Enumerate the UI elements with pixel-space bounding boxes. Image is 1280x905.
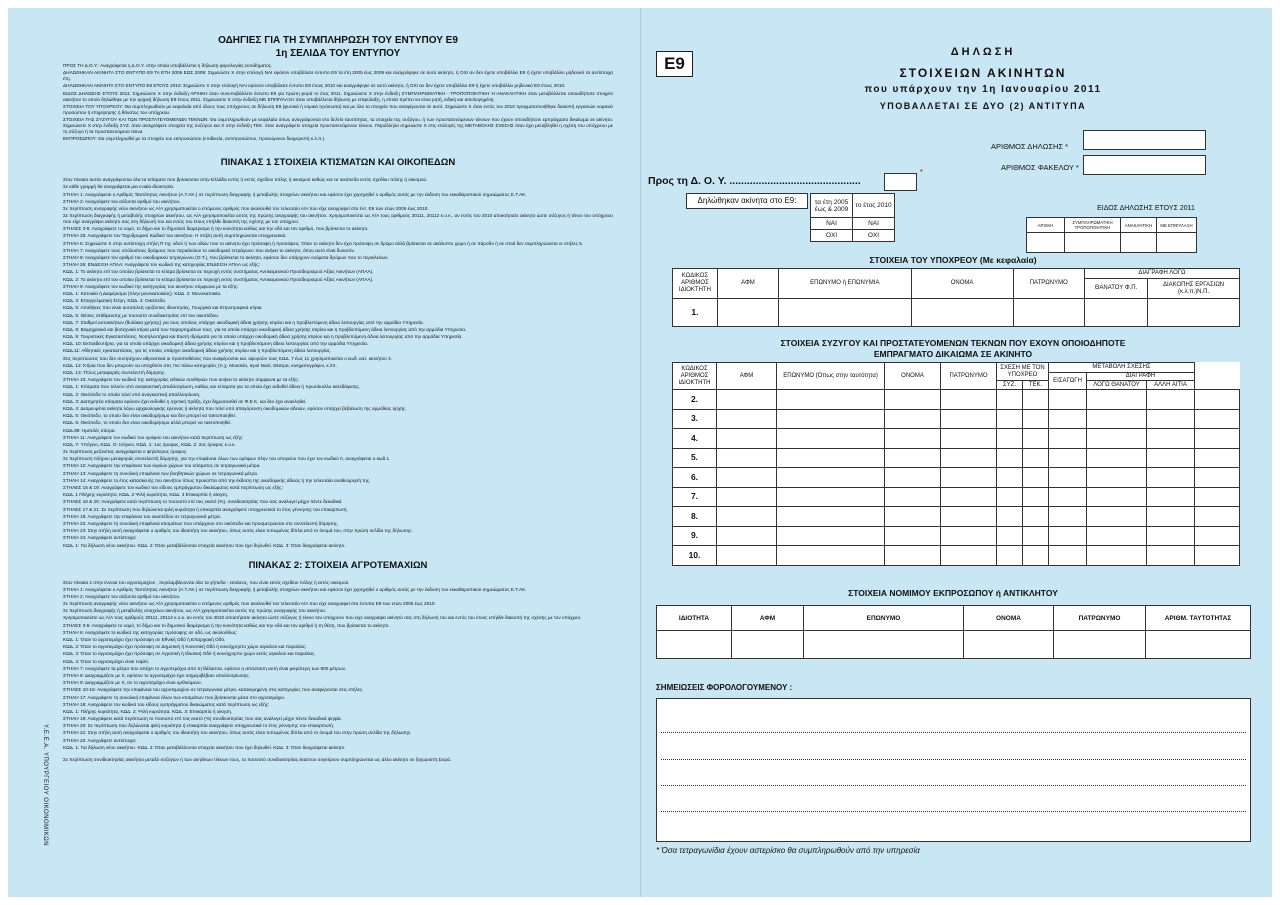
no-2005-2009-checkbox[interactable]: ΟΧΙ	[811, 230, 853, 242]
table-row	[673, 409, 1240, 429]
spouse-cell[interactable]	[717, 468, 777, 488]
instruction-line: ΣΤΗΛΗ 1: Αναγράφεται ο Αριθμός Ταυτότητας Ακινήτου (Α.Τ.ΑΚ.) σε περίπτωση διαγραφής ή μεταβολής στοιχείων ακινήτου και εφόσον έχει χορηγηθεί ο αριθμός αυτός με την έκδοση του εκκαθαριστικού σημειώματος Ε.Τ.ΑΚ.	[63, 191, 527, 197]
instruction-line: ΚΩΔ. 6: Θέσεις στάθμευσης με ποσοστό συνιδιοκτησίας επί του οικοπέδου.	[63, 312, 220, 318]
spouse-cell[interactable]	[1049, 390, 1087, 410]
spouse-cell[interactable]	[941, 429, 997, 449]
instruction-line: ΕΙΔΟΣ ΔΗΛΩΣΗΣ ΕΤΟΥΣ 2011: Σημειώνετε Χ στην ένδειξη ΑΡΧΙΚΗ όταν συνυποβάλλετε έντυπο Ε9 για πρώτη φορά το έτος 2011. Σημειώνετε Χ στην ένδειξη ΣΥΜΠΛΗΡΩΜΑΤΙΚΗ - ΤΡΟΠΟΠΟΙΗΤΙΚΗ Ή ΑΝΑΚΛΗΤΙΚΗ όταν μεταβάλλεται οποιαδήποτε στοιχείο ακινήτου το οποίο δηλώθηκε με την αρχική δήλωση Ε9 έτους 2011. Σημειώνετε Χ στην ένδειξη ΜΕ ΕΠΙΦΥΛΑΞΗ όταν υποβάλλεται δήλωση με επιφύλαξη, η οποία πρέπει να είναι ρητή, ειδική και αιτιολογημένη.	[63, 90, 613, 102]
instruction-line: Σε περίπτωση αναγραφής νέου ακινήτου ως Α/Α χρησιμοποιείται ο επόμενος αριθμός που ακολουθεί τον τελευταίο Α/Α που είχε αναγραφεί στα έντυπα Ε9 των ετών 2005 έως 2010.	[63, 601, 436, 607]
instruction-line: ΣΤΗΛΗ 22: Αναγράφετε τη συνολική επιφάνεια κτισμάτων που υπάρχουν στο οικόπεδο και προσμετρώνται στο συντελεστή δόμησης.	[63, 520, 339, 526]
no-2010-checkbox[interactable]: ΟΧΙ	[853, 230, 895, 242]
rep-col-id: ΑΡΙΘΜ. ΤΑΥΤΟΤΗΤΑΣ	[1146, 606, 1251, 631]
type-initial-checkbox[interactable]	[1027, 233, 1065, 253]
spouse-cell[interactable]	[1023, 429, 1049, 449]
notes-line	[661, 759, 1246, 760]
instruction-line: ΚΩΔ. 1: Το ακίνητο επί του οποίου βρίσκεται το κτίσμα βρίσκεται σε περιοχή εντός συστήματος Αντικειμενικού Προσδιορισμού Αξίας Ακινήτων (ΑΠΑΑ).	[63, 269, 374, 275]
spouse-cell[interactable]	[941, 526, 997, 546]
spouse-cell[interactable]	[1147, 507, 1195, 527]
spouse-cell[interactable]	[1147, 390, 1195, 410]
spouse-cell[interactable]	[717, 448, 777, 468]
instruction-line: ΣΤΗΛΗ 23: Στην στήλη αυτή αναγράφεται ο αριθμός του ιδιοκτήτη του ακινήτου, όπως αυτός είναι τυπωμένος δίπλα από το όνομά του, στην πρώτη σελίδα της δήλωσης.	[63, 528, 413, 534]
instruction-line: ΚΩΔ. 2: Οικόπεδα το οποία τελεί υπό αναγκαστική απαλλοτρίωση.	[63, 391, 201, 397]
spouse-section-title-2: ΕΜΠΡΑΓΜΑΤΟ ΔΙΚΑΙΩΜΑ ΣΕ ΑΚΙΝΗΤΟ	[873, 349, 1033, 359]
table2-instructions	[63, 580, 613, 751]
instruction-line: ΚΩΔ. 8: Βιομηχανικά και βιοτεχνικά κτίρια μετά των παραρτημάτων τους, για τα οποία υπάρχει οικοδομική άδεια χρήσης κτιρίου και η προβλεπόμενη άδεια λειτουργίας από την αρμόδια Υπηρεσία.	[63, 326, 467, 332]
instruction-line: ΣΤΗΛΗ 1: Αναγράφεται ο Αριθμός Ταυτότητας Ακινήτου (Α.Τ.ΑΚ.) σε περίπτωση διαγραφής ή μεταβολής στοιχείων ακινήτου και εφόσον έχει χορηγηθεί ο αριθμός αυτός με την έκδοση του εκκαθαριστικού σημειώματος Ε.Τ.ΑΚ.	[63, 586, 527, 592]
instruction-line: ΚΩΔ. 1: Για δήλωση νέου ακινήτου. ΚΩΔ. 2: Όταν μεταβάλλονται στοιχεία ακινήτου που έχει δηλωθεί. ΚΩΔ. 3: Όταν διαγράφεται ακίνητο.	[63, 542, 346, 548]
notes-line	[661, 811, 1246, 812]
type-supplementary: ΣΥΜΠΛΗΡΩΜΑΤΙΚΗ ΤΡΟΠΟΠΟΙΗΤΙΚΗ	[1065, 218, 1121, 233]
spouse-cell[interactable]	[997, 448, 1023, 468]
instruction-line: ΣΤΗΛΗ 9: Αναγράφετε τον κωδικό της κατηγορίας του ακινήτου σύμφωνα με τα εξής:	[63, 283, 239, 289]
notes-box[interactable]	[656, 698, 1251, 842]
table-row	[673, 429, 1240, 449]
instruction-line: ΣΤΗΛΗ 7: Αναγράφετε τους υπόλοιπους δρόμους που περικλείουν το οικοδομικό τετράγωνο που ανήκει το ακίνητο, όπου αυτό είναι δυνατόν.	[63, 247, 356, 253]
spouse-cell[interactable]	[1049, 468, 1087, 488]
instruction-line: ΣΤΗΛΗ 14: Αναγράφετε το έτος κατασκευής του ακινήτου όπως προκύπτει από την έκδοση της οικοδομικής άδειας ή την τελευταία αναθεώρησή της.	[63, 477, 371, 483]
spouse-cell[interactable]	[1087, 507, 1147, 527]
form-title-3: που υπάρχουν την 1η Ιανουαρίου 2011	[864, 84, 1102, 95]
instruction-line: ΚΩΔ. 3: Όταν το αγροτεμάχιο έχει πρόσοψη σε Αγροτική ή Ιδιωτική Οδό ή κοινόχρηστο χώρο εκτός αιγιαλού και παραλίας.	[63, 651, 316, 657]
instruction-line: ΚΩΔ. 1: Κατοικία ή Διαμέρισμα (πλην μονοκατοικίας). ΚΩΔ. 2: Μονοκατοικία.	[63, 290, 222, 296]
taxpayer-table	[672, 268, 1240, 327]
spouse-cell[interactable]	[717, 409, 777, 429]
spouse-cell[interactable]	[885, 546, 941, 566]
table1-instructions	[63, 177, 613, 548]
instruction-line: ΣΤΟΙΧΕΙΑ ΤΗΣ ΣΥΖΥΓΟΥ ΚΑΙ ΤΩΝ ΠΡΟΣΤΑΤΕΥΟΜΕΝΩΝ ΤΕΚΝΩΝ: Θα συμπληρωθούν με κεφαλαία όπως αναγράφονται στο δελτίο ταυτότητας, τα στοιχεία της συζύγου, ή των προστατευόμενων τέκνων που έχουν οποιοδήποτε εμπράγματο δικαίωμα σε ακίνητο. Σημειώνετε Χ στην ένδειξη ΣΥΖ. όταν αναγράφετε στοιχεία της συζύγου και Χ στην ένδειξη ΤΕΚ. όταν αναγράφετε στοιχεία προστατευόμενου τέκνου. Παράλληλα σημειώστε Χ στις επιλογές της ΜΕΤΑΒΟΛΗΣ ΣΧΕΣΗΣ όταν έχει μεταβληθεί η σχέση του υπόχρεου με τη σύζυγο ή τα προστατευόμενα τέκνα.	[63, 116, 613, 134]
ministry-vertical-text: Υ.Ε.Ε.Α. ΥΠΟΥΡΓΕΙΟΥ ΟΙΚΟΝΟΜΙΚΩΝ	[42, 724, 48, 847]
instruction-line: ΣΤΗΛΕΣ 16 & 20: Αναγράφετε κατά περίπτωση το ποσοστό επί τοις εκατό (%), συνιδιοκτησίας που σας αναλογεί μέχρι πέντε δεκαδικά	[63, 499, 342, 505]
spouse-cell[interactable]	[1195, 468, 1240, 488]
form-sheet	[8, 8, 1272, 897]
instruction-line: ΣΤΗΛΗ 2: Αναγράφετε τον αύξοντα αριθμό του ακινήτου.	[63, 198, 181, 204]
file-number-field[interactable]	[1083, 155, 1206, 175]
spouse-row-number: 5.	[673, 448, 717, 468]
instruction-line: ΣΤΗΛΕΣ 17 & 21: Σε περίπτωση που δηλώνεται ψιλή κυριότητα ή επικαρπία αναγράφετε υποχρεωτικά το έτος γέννησης του επικαρπωτή.	[63, 506, 348, 512]
instruction-line: ΚΩΔ. 4: Δεσμευμένα ακίνητα λόγω αρχαιολογικής έρευνας ή ακίνητα που τελεί υπό απαγόρευση οικοδομικών αδειών, εφόσον υπάρχει βεβαίωση της αρμόδιας αρχής.	[63, 405, 407, 411]
instruction-line: ΚΩΔ. 7: Σταθμοί αυτοκινήτων (θυλάκια χρήσης) για τους οποίους υπάρχει οικοδομική άδεια χρήσης κτιρίου και η προβλεπόμενη άδεια λειτουργίας από την αρμόδια Υπηρεσία.	[63, 319, 424, 325]
instruction-line: ΣΤΗΛΗ 19: Αναγράφετε κατά περίπτωση το ποσοστό επί τοις εκατό (%) συνιδιοκτησίας που σας αναλογεί μέχρι πέντε δεκαδικά ψηφία.	[63, 716, 342, 722]
doy-asterisk: *	[920, 169, 923, 176]
table-row	[673, 390, 1240, 410]
spouse-row-number: 3.	[673, 409, 717, 429]
table1-title: ΠΙΝΑΚΑΣ 1 ΣΤΟΙΧΕΙΑ ΚΤΙΣΜΑΤΩΝ ΚΑΙ ΟΙΚΟΠΕΔΩΝ	[220, 157, 456, 169]
doy-label: Προς τη Δ. Ο. Υ. .............................................	[648, 175, 861, 187]
yes-2010-checkbox[interactable]: ΝΑΙ	[853, 218, 895, 230]
spouse-cell[interactable]	[997, 429, 1023, 449]
spouse-cell[interactable]	[777, 507, 885, 527]
spouse-col-surname: ΕΠΩΝΥΜΟ (Όπως στην ταυτότητα)	[777, 363, 885, 390]
instruction-line: ΣΤΗΛΗ 21: Στην στήλη αυτή αναγράφεται ο αριθμός του ιδιοκτήτη του ακινήτου, όπως αυτός είναι τυπωμένος δίπλα από το όνομά του στην πρώτη σελίδα της δήλωσης.	[63, 730, 412, 736]
instruction-line: ΣΤΗΛΕΣ 15 & 19: Αναγράφετε τον κωδικό του είδους εμπράγματου δικαιώματος κατά περίπτωση ως εξής:	[63, 485, 283, 490]
instruction-line: ΣΤΟΙΧΕΙΑ ΤΟΥ ΥΠΟΧΡΕΟΥ: Θα συμπληρωθούν με κεφαλαία από όλους τους υπόχρεους σε δήλωση Ε9 (φυσικά ή νομικά πρόσωπα) και με όλα τα στοιχεία που αναφέρονται σε αυτό. Σημειώστε Χ όταν εντός του 2010 πραγματοποιήθηκε διακοπή εργασιών νομικού προσώπου ή επιχείρησης ή θάνατος του υπόχρεου.	[63, 103, 613, 115]
instruction-line: ΚΩΔ. 1 Πλήρης κυριότητα, ΚΩΔ. 2 Ψιλή κυριότητα, ΚΩΔ. 3 Επικαρπία ή οίκηση.	[63, 492, 229, 498]
instruction-line: ΣΤΗΛΗ 22: Αναγράφετε αντίστοιχα:	[63, 737, 137, 743]
spouse-cell[interactable]	[885, 468, 941, 488]
spouse-col-entry: ΕΙΣΑΓΩΓΗ	[1049, 373, 1087, 390]
spouse-cell[interactable]	[1023, 526, 1049, 546]
spouse-col-spouse: ΣΥΖ.	[997, 381, 1023, 390]
instruction-line: ΣΤΗΛΗ 9: Διαγραμμίζετε με Χ, αν το αγροτεμάχιο είναι ορθιούμενο.	[63, 680, 202, 686]
instruction-line: Στις περιπτώσεις που δεν συντρέχουν αθροιστικά οι προϋποθέσεις που αναφέρονται και. αφορούν τους ΚΩΔ. 7 έως 11 χρησιμοποιείται ο κωδ. κατ. ακινήτου 3.	[63, 355, 392, 361]
rep-surname-field[interactable]	[804, 631, 964, 659]
spouse-cell[interactable]	[777, 390, 885, 410]
spouse-cell[interactable]	[885, 409, 941, 429]
taxpayer-surname-field[interactable]	[779, 299, 912, 327]
spouse-col-death: ΛΟΓΩ ΘΑΝΑΤΟΥ	[1087, 381, 1147, 390]
instruction-line: Σε περίπτωση διαγραφής ή μεταβολής στοιχείων ακινήτου, ως Α/Α χρησιμοποιείται αυτός της πρώτης αναγραφής του ακινήτου.	[63, 608, 327, 614]
spouse-cell[interactable]	[885, 526, 941, 546]
spouse-cell[interactable]	[1195, 429, 1240, 449]
instruction-line: ΣΤΗΛΕΣ 3-6: Αναγράφετε το νομό, το δήμο και το δημοτικό διαμέρισμα ή την κοινότητα καθώς και την οδό και τον αριθμό, που βρίσκεται το ακίνητο.	[63, 226, 369, 232]
instruction-line: ΚΩΔ. 1: Πλήρης κυριότητα, ΚΩΔ. 2: Ψιλή κυριότητα, ΚΩΔ. 3: Επικαρπία ή οίκηση.	[63, 708, 233, 714]
spouse-cell[interactable]	[941, 507, 997, 527]
declaration-type-label: ΕΙΔΟΣ ΔΗΛΩΣΗΣ ΕΤΟΥΣ 2011	[1097, 205, 1195, 212]
spouse-cell[interactable]	[1023, 546, 1049, 566]
spouse-cell[interactable]	[1195, 487, 1240, 507]
spouse-cell[interactable]	[717, 546, 777, 566]
spouse-cell[interactable]	[1195, 507, 1240, 527]
spouse-cell[interactable]	[1087, 409, 1147, 429]
rep-col-father: ΠΑΤΡΩΝΥΜΟ	[1054, 606, 1146, 631]
representative-section-title: ΣΤΟΙΧΕΙΑ ΝΟΜΙΜΟΥ ΕΚΠΡΟΣΩΠΟΥ ή ΑΝΤΙΚΛΗΤΟΥ	[848, 588, 1058, 598]
page-fold	[640, 8, 641, 897]
spouse-cell[interactable]	[1147, 409, 1195, 429]
table-row	[673, 448, 1240, 468]
spouse-cell[interactable]	[717, 390, 777, 410]
spouse-cell[interactable]	[997, 507, 1023, 527]
instruction-line: ΣΤΗΛΗ 25: Αναγράφετε τον Ταχυδρομικό Κώδικό του ακινήτου. Η στήλη αυτή συμπληρώνεται υποχρεωτικά.	[63, 233, 287, 239]
spouse-cell[interactable]	[1049, 429, 1087, 449]
spouse-cell[interactable]	[1023, 468, 1049, 488]
spouse-cell[interactable]	[1147, 429, 1195, 449]
taxpayer-cessation-field[interactable]	[1148, 299, 1240, 327]
spouse-cell[interactable]	[1195, 390, 1240, 410]
type-reservation-checkbox[interactable]	[1157, 233, 1197, 253]
spouse-cell[interactable]	[885, 429, 941, 449]
spouse-cell[interactable]	[717, 429, 777, 449]
spouse-cell[interactable]	[941, 487, 997, 507]
instruction-line: ΣΤΗΛΗ 11: Αναγράφετε τον κωδικό του ορόφου του ακινήτου κατά περίπτωση ως εξής:	[63, 434, 244, 440]
instruction-line: ΕΚΠΡΟΣΩΠΟΥ: Θα συμπληρωθεί με τα στοιχεία του εκπροσώπου (επιδικεία, αντιπροσώπου, προσώρινου διαχειριστή κ.λ.π.).	[63, 136, 326, 142]
spouse-col-other: ΑΛΛΗ ΑΙΤΙΑ	[1147, 381, 1195, 390]
rep-father-field[interactable]	[1054, 631, 1146, 659]
taxpayer-col-death: ΘΑΝΑΤΟΥ Φ.Π.	[1084, 279, 1147, 299]
spouse-row-number: 4.	[673, 429, 717, 449]
rep-col-name: ΟΝΟΜΑ	[964, 606, 1054, 631]
spouse-cell[interactable]	[997, 390, 1023, 410]
table-row	[673, 507, 1240, 527]
instruction-line: ΚΩΔ. 1: Κτίσματα που τελούν υπό αναγκαστική απαλλοτρίωση, καθώς και κτίσματα για τα οποία έχει εκδοθεί άδεια ή πρωτόκολλο κατεδάφισης.	[63, 384, 361, 390]
instruction-line: Στον πίνακα αυτόν αναγράφονται όλα τα κτίσματα που βρίσκονται στην Ελλάδα εντός ή εκτός σχεδίου πόλης ή οικισμού καθώς και τα οικόπεδα εντός σχεδίου πόλης ή οικισμού.	[63, 177, 428, 183]
rep-name-field[interactable]	[964, 631, 1054, 659]
instruction-line: Σε κάθε γραμμή θα αναγράφεται μια ενιαία ιδιοκτησία.	[63, 184, 175, 190]
spouse-cell[interactable]	[1087, 448, 1147, 468]
spouse-cell[interactable]	[885, 390, 941, 410]
spouse-col-father: ΠΑΤΡΩΝΥΜΟ	[941, 363, 997, 390]
spouse-cell[interactable]	[885, 448, 941, 468]
rep-capacity-field[interactable]	[657, 631, 732, 659]
instructions-title: ΟΔΗΓΙΕΣ ΓΙΑ ΤΗ ΣΥΜΠΛΗΡΩΣΗ ΤΟΥ ΕΝΤΥΠΟΥ Ε9	[218, 35, 458, 46]
type-initial: ΑΡΧΙΚΗ	[1027, 218, 1065, 233]
instruction-line: ΣΤΗΛΕΣ 3-5: Αναγράφετε το νομό, το δήμο και το δημοτικό διαμέρισμα ή την κοινότητα καθώς και την οδό και τον αριθμό ή τη θέση, που βρίσκεται το ακίνητο.	[63, 622, 390, 628]
instruction-line: ΚΩΔ. 10: Εκπαιδευτήρια, για τα οποία υπάρχει οικοδομική άδεια χρήσης κτιρίου και η προβλεπόμενη άδεια λειτουργίας από την αρμόδια Υπηρεσία.	[63, 341, 369, 347]
spouse-row-number: 8.	[673, 507, 717, 527]
table-row	[673, 526, 1240, 546]
spouse-cell[interactable]	[1087, 487, 1147, 507]
instruction-line: ΣΤΗΛΗ 12: Αναγράφετε την επιφάνεια των κυρίων χώρων του κτίσματος σε τετραγωνικά μέτρα.	[63, 463, 261, 469]
instruction-line: ΚΩΔ. 13: Τίτλος μεταφοράς συντελεστή δόμησης.	[63, 370, 166, 375]
instruction-line: ΚΩΔ. 6: Οικόπεδο, το οποίο δεν είναι οικοδομήσιμο αλλά μπορεί να τακτοποιηθεί.	[63, 420, 232, 426]
instruction-line: ΔΗΛΩΘΗΚΑΝ ΑΚΙΝΗΤΑ ΣΤΟ ΕΝΤΥΠΟ Ε9 ΕΤΟΥΣ 2010: Σημειώστε Χ στην επιλογή ΝΑΙ εφόσον υποβάλατε έντυπο Ε9 έτους 2010 και αναγράφηκε σε αυτό ακίνητο, ή ΟΧΙ αν δεν έχετε υποβάλλει Ε9 ή έχετε υποβάλλει μηδενικό Ε9 έτους 2010.	[63, 83, 566, 89]
spouse-cell[interactable]	[1023, 448, 1049, 468]
instruction-line: ΣΤΗΛΕΣ 10-16: Αναγράφετε την επιφάνεια του αγροτεμαχίου σε τετραγωνικά μέτρα, κατανεμημένη στις κατηγορίες που αναφέρονται στις στήλες.	[63, 687, 364, 693]
form-badge: Ε9	[656, 51, 693, 77]
spouse-children-table	[672, 362, 1240, 566]
instruction-line: ΣΤΗΛΗ 8: Αναγράφετε τον αριθμό του οικοδομικού τετραγώνου (Ο.Τ.), που βρίσκεται το ακίνητο, εφόσον δεν υπάρχουν ονόματα δρόμων που το περικλείουν.	[63, 255, 389, 260]
declared-properties-label: Δηλώθηκαν ακίνητα στο Ε9:	[686, 193, 808, 209]
instructions-subtitle: 1η ΣΕΛΙΔΑ ΤΟΥ ΕΝΤΥΠΟΥ	[275, 48, 401, 59]
spouse-cell[interactable]	[1087, 429, 1147, 449]
representative-table	[656, 605, 1251, 659]
spouse-cell[interactable]	[1023, 390, 1049, 410]
spouse-cell[interactable]	[1049, 546, 1087, 566]
spouse-cell[interactable]	[717, 507, 777, 527]
spouse-cell[interactable]	[1023, 487, 1049, 507]
table-row	[673, 487, 1240, 507]
instruction-line: Σε περίπτωση μεζονέτας αναγράφεται ο ψηλότερος όροφος.	[63, 449, 188, 455]
intro-instructions	[63, 63, 613, 142]
spouse-row-number: 9.	[673, 526, 717, 546]
instruction-line: ΣΤΗΛΗ 10: Αναγράφετε τον κωδικό της κατηγορίας ειδικών συνθηκών που ανήκει το ακίνητο σύμφωνα με τα εξής:	[63, 377, 299, 383]
spouse-col-deletion: ΔΙΑΓΡΑΦΗ	[1087, 373, 1195, 381]
form-title-4: ΥΠΟΒΑΛΛΕΤΑΙ ΣΕ ΔΥΟ (2) ΑΝΤΙΤΥΠΑ	[879, 101, 1087, 111]
spouse-cell[interactable]	[777, 468, 885, 488]
instruction-line: ΣΤΗΛΗ 8: Διαγραμμίζετε με Χ, εφόσον το αγροτεμάχιο έχει ισημεριβέβαιο απαλλοτρίωσης.	[63, 672, 250, 678]
declaration-number-field[interactable]	[1083, 130, 1206, 150]
instruction-line: Χρησιμοποιείστε ως Α/Α τους αριθμούς 20111, 20112 κ.ο.κ. αν εντός του 2010 αποκτήσατε ακίνητο ώστε σύζυγος ή τέκνο του υπόχρεου που είχε αναγράψει ακίνητό σας στη δήλωσή του και εντός του έτους επήλθε διακοπή της σχέσης με τον υπόχρεο.	[63, 615, 582, 621]
spouse-cell[interactable]	[777, 487, 885, 507]
spouse-cell[interactable]	[941, 546, 997, 566]
instruction-line: Σε περίπτωση πλήρου μεταφοράς συντελεστή δόμησης, για την επιφάνεια όλων των ορόφων πλην του υπογείου που έχει τον κωδικό 0, αναγράφεται ο κωδ.1.	[63, 456, 391, 462]
spouse-cell[interactable]	[1147, 487, 1195, 507]
taxpayer-col-deletion: ΔΙΑΓΡΑΦΗ ΛΟΓΩ	[1084, 269, 1239, 279]
year-2010-header: το έτος 2010	[853, 194, 895, 218]
instruction-line: ΚΩΔ. 3: Επαγγελματική Στέγη. ΚΩΔ. 4: Οικόπεδο.	[63, 298, 167, 304]
spouse-cell[interactable]	[717, 526, 777, 546]
taxpayer-col-code: ΚΩΔΙΚΟΣ ΑΡΙΘΜΟΣ ΙΔΙΟΚΤΗΤΗ	[673, 269, 718, 299]
instructions-page	[63, 34, 613, 884]
taxpayer-col-name: ΟΝΟΜΑ	[911, 269, 1013, 299]
spouse-cell[interactable]	[1049, 526, 1087, 546]
taxpayer-name-field[interactable]	[911, 299, 1013, 327]
spouse-cell[interactable]	[941, 468, 997, 488]
notes-line	[661, 732, 1246, 733]
instruction-line: ΠΡΟΣ ΤΗ Δ.Ο.Υ.: Αναγράφεται η Δ.Ο.Υ. στην οποία υποβάλλεται η δήλωση φορολογίας εισοδήματος.	[63, 63, 273, 68]
declaration-type-table	[1026, 217, 1197, 253]
spouse-cell[interactable]	[777, 526, 885, 546]
spouse-col-relation: ΣΧΕΣΗ ΜΕ ΤΟΝ ΥΠΟΧΡΕΟ	[997, 363, 1049, 381]
spouse-cell[interactable]	[1087, 526, 1147, 546]
instruction-line: ΣΤΗΛΗ 7: Αναγράφετε τα μέτρα που απέχει το αγροτεμάχιο από τη θάλασσα, εφόσον η απόσταση αυτή είναι μικρότερη των 800 μέτρων.	[63, 665, 347, 671]
instruction-line: ΔΗΛΩΘΗΚΑΝ ΑΚΙΝΗΤΑ ΣΤΟ ΕΝΤΥΠΟ Ε9 ΤΑ ΕΤΗ 2005 ΕΩΣ 2009: Σημειώστε Χ στην επιλογή ΝΑΙ εφόσον υποβάλατε έντυπο Ε9 τα έτη 2005 έως 2009 και αναγράφηκε σε αυτό ακίνητο, ή ΟΧΙ αν δεν έχετε υποβάλλει Ε9 ή έχετε υποβάλλει μηδενικό τα αντίστοιχα έτη.	[63, 70, 613, 82]
table-row	[673, 546, 1240, 566]
rep-id-field[interactable]	[1146, 631, 1251, 659]
taxpayer-col-cessation: ΔΙΑΚΟΠΗΣ ΕΡΓΑΣΙΩΝ (κ.λ.π.)Ν.Π.	[1148, 279, 1240, 299]
spouse-cell[interactable]	[1195, 409, 1240, 429]
spouse-cell[interactable]	[1049, 507, 1087, 527]
years-2005-2009-header: τα έτη 2005 έως & 2009	[811, 194, 853, 218]
spouse-section-title: ΣΤΟΙΧΕΙΑ ΣΥΖΥΓΟΥ ΚΑΙ ΠΡΟΣΤΑΤΕΥΟΜΕΝΩΝ ΤΕΚΝΩΝ ΠΟΥ ΕΧΟΥΝ ΟΠΟΙΟΔΗΠΟΤΕ	[780, 338, 1126, 348]
taxpayer-father-field[interactable]	[1013, 299, 1084, 327]
instruction-line: ΚΩΔ. 5: Οικόπεδο, το οποίο δεν είναι οικοδομήσιμο και δεν μπορεί να τακτοποιηθεί.	[63, 413, 236, 419]
spouse-cell[interactable]	[997, 546, 1023, 566]
rep-col-surname: ΕΠΩΝΥΜΟ	[804, 606, 964, 631]
spouse-cell[interactable]	[777, 448, 885, 468]
taxpayer-col-afm: ΑΦΜ	[717, 269, 778, 299]
spouse-cell[interactable]	[1147, 448, 1195, 468]
spouse-cell[interactable]	[941, 390, 997, 410]
instruction-line: ΚΩΔ. 3: Διατηρητέα κτίσματα εφόσον έχει εκδοθεί η σχετική πράξη, έχει δημοσιευθεί σε Φ.Ε.Κ. και δεν έχει ανακληθεί.	[63, 398, 307, 404]
spouse-cell[interactable]	[1087, 468, 1147, 488]
spouse-row-number: 10.	[673, 546, 717, 566]
spouse-cell[interactable]	[1049, 487, 1087, 507]
instruction-line: ΚΩΔ. 2: Το ακίνητο επί του οποίου βρίσκεται το κτίσμα βρίσκεται σε περιοχή εκτός συστήματος Αντικειμενικού Προσδιορισμού Αξίας Ακινήτων (ΑΠΑΑ).	[63, 276, 374, 282]
spouse-cell[interactable]	[717, 487, 777, 507]
taxpayer-death-field[interactable]	[1084, 299, 1147, 327]
instruction-line: ΣΤΗΛΗ 2: Αναγράφετε τον αύξοντα αριθμό του ακινήτου.	[63, 593, 181, 599]
declared-years-table	[810, 193, 895, 242]
spouse-col-afm: ΑΦΜ	[717, 363, 777, 390]
instruction-line: ΣΤΗΛΗ 24: Αναγράφετε αντίστοιχα:	[63, 535, 137, 541]
instruction-line: ΚΩΔ.11: Αθλητικές εγκαταστάσεις, για τις οποίες υπάρχει οικοδομική άδεια χρήσης κτιρίου και η προβλεπόμενη άδεια λειτουργίας.	[63, 348, 332, 354]
rep-col-capacity: ΙΔΙΟΤΗΤΑ	[657, 606, 732, 631]
instruction-line: ΚΩΔ. Υ: Υπόγειο, ΚΩΔ. Ο: Ισόγειο, ΚΩΔ. 1: 1ος όροφος, ΚΩΔ. 2: 2ος όροφος κ.ο.κ.	[63, 441, 236, 447]
spouse-cell[interactable]	[1049, 448, 1087, 468]
spouse-row-number: 7.	[673, 487, 717, 507]
instruction-line: ΚΩΔ. 5: Αποθήκες που είναι αυτοτελείς οριζόντιες ιδιοκτησίες, Γεωργικά και Κτηνοτροφικά κτίρια.	[63, 305, 263, 311]
instruction-line: ΚΩΔ.99: Ημιτελές κτίσμα.	[63, 427, 116, 433]
type-revocation-checkbox[interactable]	[1121, 233, 1157, 253]
instruction-line: ΣΤΗΛΗ 18: Αναγράφετε την επιφάνεια του οικοπέδου σε τετραγωνικά μέτρα.	[63, 513, 222, 519]
notes-line	[661, 785, 1246, 786]
yes-2005-2009-checkbox[interactable]: ΝΑΙ	[811, 218, 853, 230]
instruction-line: ΚΩΔ. 1: Για δήλωση νέου ακινήτου. ΚΩΔ. 2: Όταν μεταβάλλονται στοιχεία ακινήτου που έχει δηλωθεί. ΚΩΔ. 3: Όταν διαγράφεται ακίνητο.	[63, 744, 346, 750]
spouse-row-number: 6.	[673, 468, 717, 488]
spouse-col-change: ΜΕΤΑΒΟΛΗ ΣΧΕΣΗΣ	[1049, 363, 1195, 373]
spouse-cell[interactable]	[885, 507, 941, 527]
form-title: ΔΗΛΩΣΗ	[950, 46, 1016, 58]
instruction-line: Σε περίπτωση διαγραφής ή μεταβολής στοιχείων ακινήτου, ως Α/Α χρησιμοποιείται αυτός της πρώτης αναγραφής του ακινήτου. Χρησιμοποιείστε ως Α/Α τους αριθμούς 20111, 20112 κ.ο.κ., αν εντός του 2010 αποκτήσατε ακίνητο ώστε σύζυγος ή τέκνο του υπόχρεου που είχε αναγράψει ακίνητο σας στη δήλωσή του και εντός του έτους επήλθε διακοπή της σχέσης με τον υπόχρεο.	[63, 213, 613, 225]
instruction-line: ΣΤΗΛΗ 17: Αναγράφετε τη συνολική επιφάνεια όλων των κτισμάτων που βρίσκονται μέσα στο αγροτεμάχιο.	[63, 694, 286, 700]
spouse-cell[interactable]	[941, 409, 997, 429]
spouse-cell[interactable]	[777, 546, 885, 566]
instruction-line: ΣΤΗΛΗ 26: ΕΝΔΕΙΞΗ ΑΠΑΑ: Αναγράφετε τον κωδικό της κατηγορίας ΕΝΔΕΙΞΗ ΑΠΑΑ ως εξής:	[63, 262, 260, 268]
type-reservation: ΜΕ ΕΠΙΦΥΛΑΞΗ	[1157, 218, 1197, 233]
instruction-line: ΚΩΔ. 2: Όταν το αγροτεμάχιο έχει πρόσοψη σε Δημοτική ή Κοινοτική Οδό ή κοινόχρηστο χώρο αιγιαλού και παραλίας.	[63, 644, 307, 650]
spouse-row-number: 2.	[673, 390, 717, 410]
spouse-cell[interactable]	[1087, 546, 1147, 566]
instruction-line: Σε περίπτωση αναγραφής νέου ακινήτου ως Α/Α χρησιμοποιείται ο επόμενος αριθμός που ακολουθεί τον τελευταίο Α/Α που είχε αναγραφεί στα έντ. Ε9 των ετών 2005 έως 2010.	[63, 205, 429, 211]
spouse-cell[interactable]	[997, 468, 1023, 488]
taxpayer-section-title: ΣΤΟΙΧΕΙΑ ΤΟΥ ΥΠΟΧΡΕΟΥ (Με κεφαλαία)	[869, 255, 1037, 265]
instruction-line: ΚΩΔ. 9: Τουριστικές Εγκαταστάσεις, Νοσηλευτήρια και Ειωτή Ιδρύματα για τα οποία υπάρχει οικοδομική άδεια χρήσης κτιρίου και η προβλεπόμενη άδεια λειτουργίας από την αρμόδια Υπηρεσία.	[63, 334, 463, 340]
notes-label: ΣΗΜΕΙΩΣΕΙΣ ΦΟΡΟΛΟΓΟΥΜΕΝΟΥ :	[656, 683, 793, 692]
spouse-cell[interactable]	[1049, 409, 1087, 429]
taxpayer-row-number: 1.	[673, 299, 718, 327]
spouse-cell[interactable]	[1147, 526, 1195, 546]
taxpayer-col-surname: ΕΠΩΝΥΜΟ ή ΕΠΩΝΥΜΙΑ	[779, 269, 912, 299]
spouse-cell[interactable]	[997, 487, 1023, 507]
spouse-cell[interactable]	[1195, 546, 1240, 566]
instruction-line: ΣΤΗΛΗ 13: Αναγράφετε τη συνολική επιφάνεια των βοηθητικών χώρων σε τετραγωνικά μέτρα.	[63, 470, 259, 476]
form-title-2: ΣΤΟΙΧΕΙΩΝ ΑΚΙΝΗΤΩΝ	[899, 66, 1067, 80]
spouse-cell[interactable]	[1023, 507, 1049, 527]
rep-col-afm: ΑΦΜ	[732, 606, 804, 631]
instruction-line: ΣΤΗΛΗ 20: Σε περίπτωση που δηλώνεται ψιλή κυριότητα ή επικαρπία αναγράφετε υποχρεωτικά το έτος γέννησης του επικαρπωτή.	[63, 723, 335, 729]
type-supplementary-checkbox[interactable]	[1065, 233, 1121, 253]
footnote: * Όσα τετραγωνίδια έχουν αστερίσκο θα συμπληρωθούν από την υπηρεσία	[656, 846, 920, 855]
file-number-label: ΑΡΙΘΜΟΣ ΦΑΚΕΛΟΥ *	[1001, 163, 1079, 172]
spouse-cell[interactable]	[1087, 390, 1147, 410]
spouse-cell[interactable]	[1195, 526, 1240, 546]
table2-title: ΠΙΝΑΚΑΣ 2: ΣΤΟΙΧΕΙΑ ΑΓΡΟΤΕΜΑΧΙΩΝ	[248, 559, 428, 571]
taxpayer-afm-field[interactable]	[717, 299, 778, 327]
spouse-cell[interactable]	[1195, 448, 1240, 468]
taxpayer-col-father: ΠΑΤΡΩΝΥΜΟ	[1013, 269, 1084, 299]
instruction-line: ΣΤΗΛΗ 18: Αναγράφετε τον κωδικό του είδους εμπράγματου δικαιώματος κατά περίπτωση ως εξής:	[63, 701, 270, 707]
spouse-cell[interactable]	[1147, 546, 1195, 566]
instruction-line: Στον πίνακα 2 στην έννοια του αγροτεμαχίου , περιλαμβάνονται όλα τα γήπεδα - εκτάσεις, που είναι εκτός σχεδίου πόλης ή εκτός οικισμού.	[63, 579, 350, 585]
rep-afm-field[interactable]	[732, 631, 804, 659]
spouse-cell[interactable]	[777, 409, 885, 429]
spouse-cell[interactable]	[1147, 468, 1195, 488]
spouse-col-child: ΤΕΚ.	[1023, 381, 1049, 390]
spouse-cell[interactable]	[885, 487, 941, 507]
instruction-line: ΣΤΗΛΗ 6: Σημειώστε Χ στην αντίστοιχη στήλη Π της οδού ή των οδών που το ακίνητο έχει πρόσοψη ή προσόψεις. Όταν το ακίνητο δεν έχει πρόσοψη σε δρόμο αλλά βρίσκεται σε ακάλυπτο χώρο ή σε πάροδο ή σε στοά δεν συμπληρώνεται οι στήλες 6.	[63, 240, 584, 246]
spouse-col-name: ΟΝΟΜΑ	[885, 363, 941, 390]
declaration-number-label: ΑΡΙΘΜΟΣ ΔΗΛΩΣΗΣ *	[991, 142, 1069, 151]
final-note: Σε περίπτωση συνιδιοκτησίας ακινήτου μεταξύ συζύγων ή των ανηλίκων τέκνων τους, το ποσοστό συνιδιοκτησίας έκαστου συγκύριου συμπληρώνεται ως άλλο ακίνητο σε ξεχωριστή Σειρά.	[63, 756, 452, 762]
spouse-cell[interactable]	[777, 429, 885, 449]
spouse-cell[interactable]	[941, 448, 997, 468]
spouse-cell[interactable]	[997, 409, 1023, 429]
spouse-col-code: ΚΩΔΙΚΟΣ ΑΡΙΘΜΟΣ ΙΔΙΟΚΤΗΤΗ	[673, 363, 717, 390]
type-revocation: ΑΝΑΚΛΗΤΙΚΗ	[1121, 218, 1157, 233]
table-row	[673, 468, 1240, 488]
spouse-cell[interactable]	[1023, 409, 1049, 429]
instruction-line: ΚΩΔ. 12: Κτίρια που δεν μπορούν να υπαχθούν στις πιο πάνω κατηγορίες (π.χ. Μουσεία, Ιεροί Ναοί, Θέατρα, κινηματογράφοι, κ.λπ.	[63, 362, 337, 368]
declaration-form	[648, 8, 1268, 897]
instruction-line: ΚΩΔ. 1: Όταν το αγροτεμάχιο έχει πρόσοψη σε Εθνική Οδό ή Επαρχιακή Οδό.	[63, 637, 226, 642]
instruction-line: ΣΤΗΛΗ 6: Αναγράφετε το κωδικό της κατηγορίας πρόσοψης σε οδό, ως ακολούθως:	[63, 629, 238, 635]
doy-code-field[interactable]	[884, 173, 917, 191]
instruction-line: ΚΩΔ. 4: Όταν το αγροτεμάχιο είναι τυφλό.	[63, 658, 150, 664]
spouse-cell[interactable]	[997, 526, 1023, 546]
